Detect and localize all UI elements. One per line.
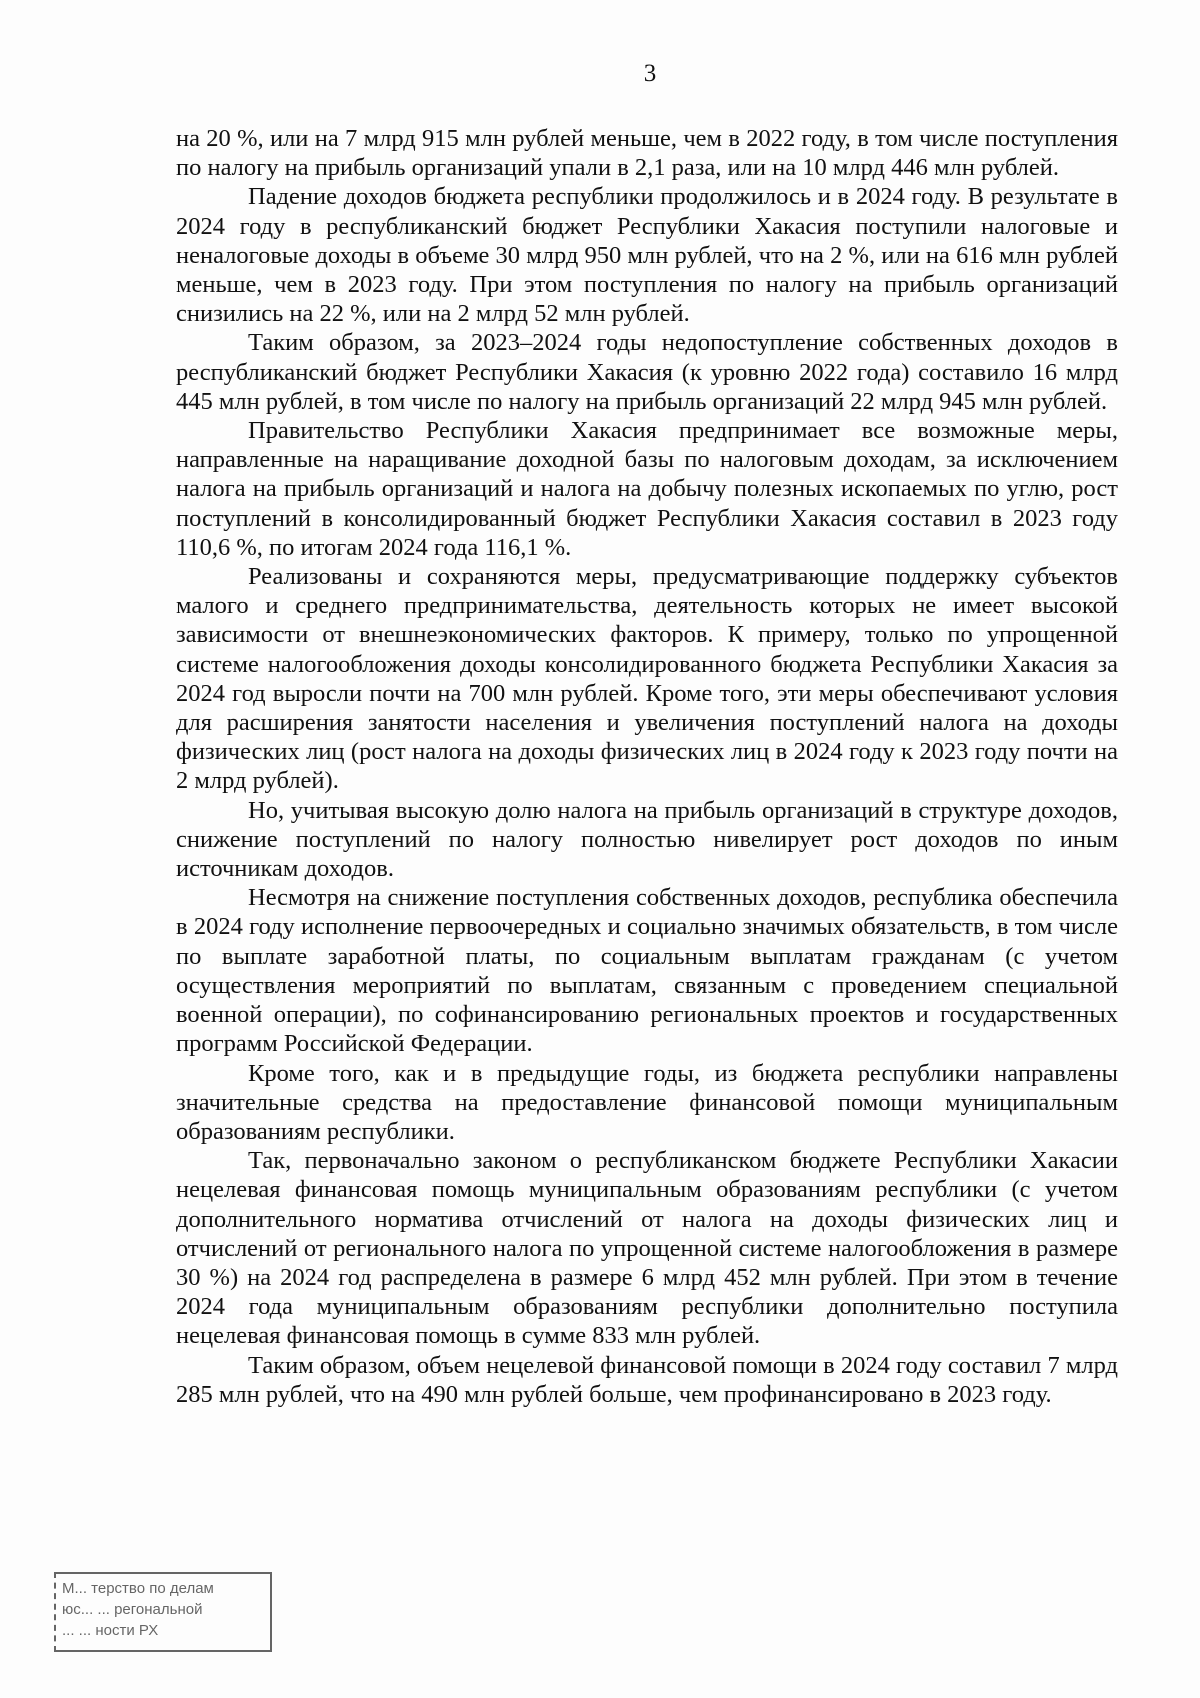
paragraph: Реализованы и сохраняются меры, предусматривающие поддержку субъектов малого и среднего предпринимательства, деятельность которых не имеет высокой зависимости от внешнеэкономических факторов. К примеру, только по упрощенной системе налогообложения доходы консолидированного бюджета Республики Хакасия за 2024 год выросли почти на 700 млн рублей. Кроме того, эти меры обеспечивают условия для расширения занятости населения и увеличения поступлений налога на доходы физических лиц (рост налога на доходы физических лиц в 2024 году к 2023 году почти на 2 млрд рублей). (176, 563, 1118, 795)
ministry-stamp (54, 1572, 272, 1652)
page-number: 3 (643, 60, 657, 87)
stamp-line: М... терство по делам (62, 1580, 214, 1597)
paragraph: Таким образом, за 2023–2024 годы недопоступление собственных доходов в республиканский бюджет Республики Хакасия (к уровню 2022 года) составило 16 млрд 445 млн рублей, в том числе по налогу на прибыль организаций 22 млрд 945 млн рублей. (176, 329, 1118, 415)
paragraph: Так, первоначально законом о республиканском бюджете Республики Хакасии нецелевая финансовая помощь муниципальным образованиям республики (с учетом дополнительного норматива отчислений от налога на доходы физических лиц и отчислений от регионального налога по упрощенной системе налогообложения в размере 30 %) на 2024 год распределена в размере 6 млрд 452 млн рублей. При этом в течение 2024 года муниципальным образованиям республики дополнительно поступила нецелевая финансовая помощь в сумме 833 млн рублей. (176, 1147, 1118, 1350)
paragraph: на 20 %, или на 7 млрд 915 млн рублей меньше, чем в 2022 году, в том числе поступления по налогу на прибыль организаций упали в 2,1 раза, или на 10 млрд 446 млн рублей. (176, 125, 1118, 182)
paragraph: Падение доходов бюджета республики продолжилось и в 2024 году. В результате в 2024 году в республиканский бюджет Республики Хакасия поступили налоговые и неналоговые доходы в объеме 30 млрд 950 млн рублей, что на 2 %, или на 616 млн рублей меньше, чем в 2023 году. При этом поступления по налогу на прибыль организаций снизились на 22 %, или на 2 млрд 52 млн рублей. (176, 183, 1118, 328)
paragraph: Таким образом, объем нецелевой финансовой помощи в 2024 году составил 7 млрд 285 млн рублей, что на 490 млн рублей больше, чем профинансировано в 2023 году. (176, 1351, 1118, 1408)
document-body (176, 124, 1118, 1409)
paragraph: Кроме того, как и в предыдущие годы, из бюджета республики направлены значительные средства на предоставление финансовой помощи муниципальным образованиям республики. (176, 1059, 1118, 1145)
paragraph: Правительство Республики Хакасия предпринимает все возможные меры, направленные на наращивание доходной базы по налоговым доходам, за исключением налога на прибыль организаций и налога на добычу полезных ископаемых по углю, рост поступлений в консолидированный бюджет Республики Хакасия составил в 2023 году 110,6 %, по итогам 2024 года 116,1 %. (176, 417, 1118, 561)
paragraph: Несмотря на снижение поступления собственных доходов, республика обеспечила в 2024 году исполнение первоочередных и социально значимых обязательств, в том числе по выплате заработной платы, по социальным выплатам гражданам (с учетом осуществления мероприятий по выплатам, связанным с проведением специальной военной операции), по софинансированию региональных проектов и государственных программ Российской Федерации. (176, 884, 1118, 1058)
paragraph: Но, учитывая высокую долю налога на прибыль организаций в структуре доходов, снижение поступлений по налогу полностью нивелирует рост доходов по иным источникам доходов. (176, 796, 1118, 883)
stamp-line: ... ... ности РХ (62, 1622, 159, 1639)
stamp-line: юс... ... регональной (62, 1601, 203, 1618)
